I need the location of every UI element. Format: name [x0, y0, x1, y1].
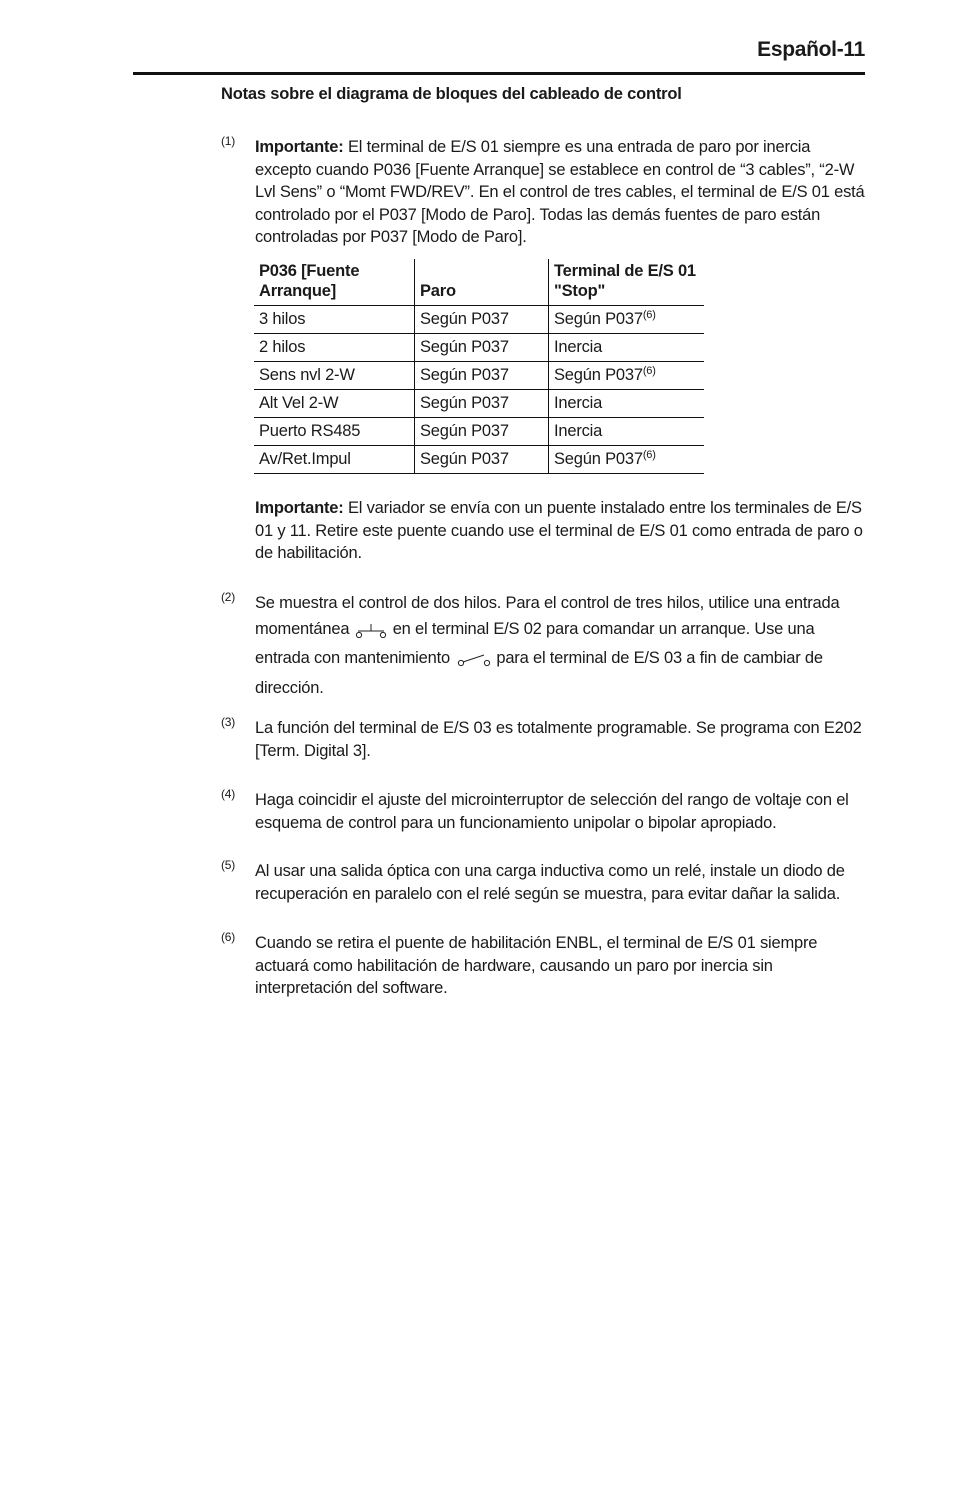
table-row: [254, 390, 704, 418]
table-header-source: P036 [Fuente Arranque]: [254, 259, 415, 306]
note-6: [221, 932, 866, 1000]
table-cell-source: Puerto RS485: [254, 418, 415, 446]
note-number: (3): [221, 715, 236, 729]
table-cell-source: 2 hilos: [254, 334, 415, 362]
table-cell-stop: Según P037: [415, 306, 549, 334]
note-1-paragraph: [255, 136, 866, 249]
table-cell-terminal: [549, 418, 705, 446]
section-title: Notas sobre el diagrama de bloques del cableado de control: [221, 85, 682, 103]
table-row: [254, 418, 704, 446]
footnote-ref: (6): [642, 365, 656, 377]
note-number: (4): [221, 787, 236, 801]
header-rule: [133, 72, 865, 75]
note-number: (2): [221, 590, 236, 604]
note-3: [221, 717, 866, 762]
table-header-terminal: Terminal de E/S 01 "Stop": [549, 259, 705, 306]
table-cell-stop: Según P037: [415, 418, 549, 446]
terminal-value: Según P037: [554, 450, 643, 468]
note-text: para el terminal de E/S 03 a fin de cambiar de dirección.: [255, 649, 823, 697]
note-number: (1): [221, 134, 236, 148]
momentary-pushbutton-symbol-icon: [354, 621, 388, 647]
note-1-continued: [221, 497, 866, 565]
table-cell-terminal: [549, 362, 705, 390]
terminal-value: Según P037: [554, 366, 643, 384]
table-cell-terminal: [549, 306, 705, 334]
table-cell-source: Alt Vel 2-W: [254, 390, 415, 418]
page-header-title: Español-11: [757, 38, 865, 61]
note-1-paragraph-2: [255, 497, 866, 565]
note-text: en el terminal E/S 02 para comandar un arranque. Use una entrada con mantenimiento: [255, 619, 815, 667]
table-row: [254, 306, 704, 334]
terminal-value: Inercia: [554, 394, 603, 412]
table-cell-terminal: [549, 390, 705, 418]
table-row: [254, 334, 704, 362]
table-cell-source: Av/Ret.Impul: [254, 446, 415, 474]
footnote-ref: (6): [642, 309, 656, 321]
table-cell-terminal: [549, 334, 705, 362]
table-cell-terminal: [549, 446, 705, 474]
note-number: (6): [221, 930, 236, 944]
note-5: [221, 860, 866, 905]
note-text: El variador se envía con un puente instalado entre los terminales de E/S 01 y 11. Retire este puente cuando use el terminal de E/S 01 como entrada de paro o de habilitación.: [255, 499, 863, 563]
maintained-switch-symbol-icon: [456, 650, 492, 676]
table-header-stop: Paro: [415, 259, 549, 306]
terminal-value: Inercia: [554, 422, 603, 440]
important-label: Importante:: [255, 138, 344, 156]
table-cell-stop: Según P037: [415, 446, 549, 474]
note-1: [221, 136, 866, 249]
note-text: La función del terminal de E/S 03 es totalmente programable. Se programa con E202 [Term. Digital 3].: [255, 719, 862, 760]
table-cell-source: 3 hilos: [254, 306, 415, 334]
note-text: Se muestra el control de dos hilos. Para el control de tres hilos, utilice una entrada momentánea: [255, 594, 840, 638]
table-cell-source: Sens nvl 2-W: [254, 362, 415, 390]
note-2: [221, 591, 866, 701]
table-cell-stop: Según P037: [415, 334, 549, 362]
note-text: El terminal de E/S 01 siempre es una entrada de paro por inercia excepto cuando P036 [Fuente Arranque] se establece en control de “3 cables”, “2-W Lvl Sens” o “Momt FWD/REV”. En el control de tres cables, el terminal de E/S 01 está controlado por el P037 [Modo de Paro]. Todas las demás fuentes de paro están controladas por P037 [Modo de Paro].: [255, 138, 865, 247]
table-cell-stop: Según P037: [415, 362, 549, 390]
table-header-row: [254, 259, 704, 306]
note-text: Haga coincidir el ajuste del microinterruptor de selección del rango de voltaje con el esquema de control para un funcionamiento unipolar o bipolar apropiado.: [255, 791, 849, 832]
note-number: (5): [221, 858, 236, 872]
note-2-paragraph: [255, 591, 866, 701]
terminal-value: Según P037: [554, 310, 643, 328]
important-label: Importante:: [255, 499, 344, 517]
note-text: Al usar una salida óptica con una carga inductiva como un relé, instale un diodo de recuperación en paralelo con el relé según se muestra, para evitar dañar la salida.: [255, 862, 845, 903]
start-source-table: [254, 259, 704, 474]
table-row: [254, 362, 704, 390]
footnote-ref: (6): [642, 449, 656, 461]
note-4: [221, 789, 866, 834]
table-cell-stop: Según P037: [415, 390, 549, 418]
note-text: Cuando se retira el puente de habilitación ENBL, el terminal de E/S 01 siempre actuará como habilitación de hardware, causando un paro por inercia sin interpretación del software.: [255, 934, 818, 998]
terminal-value: Inercia: [554, 338, 603, 356]
table-row: [254, 446, 704, 474]
